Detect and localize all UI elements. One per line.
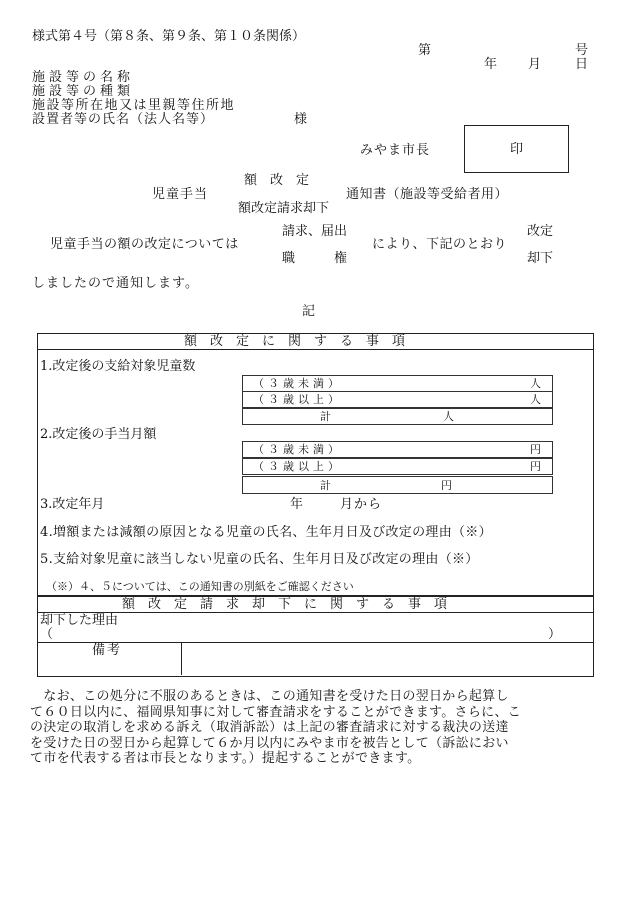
facility-name-label: 施設等の名称 — [32, 70, 135, 85]
amount-row-over3: （３歳以上） 円 — [242, 458, 553, 475]
item3-month: 月から — [340, 497, 383, 512]
item5-label: 5.支給対象児童に該当しない児童の氏名、生年月日及び改定の理由（※） — [40, 552, 479, 567]
section1-header-divider — [37, 349, 593, 350]
title-top: 額 改 定 — [244, 173, 310, 188]
title-bottom: 額改定請求却下 — [238, 201, 330, 216]
amount-row-under3: （３歳未満） 円 — [242, 441, 553, 458]
child-row-over3: （３歳以上） 人 — [242, 391, 553, 408]
section2-header-divider — [37, 612, 593, 613]
remarks-label: 備考 — [92, 643, 123, 658]
title-left: 児童手当 — [152, 187, 209, 202]
date-day: 日 — [575, 57, 589, 72]
appeal-line: の決定の取消しを求める訴え（取消訴訟）は上記の審査請求に対する裁決の送達 — [30, 720, 509, 735]
title-right: 通知書（施設等受給者用） — [346, 187, 509, 202]
date-month: 月 — [528, 57, 542, 72]
appeal-notice — [30, 689, 602, 767]
ki-label: 記 — [302, 304, 316, 319]
sama-label: 様 — [294, 112, 308, 127]
item1-label: 1.改定後の支給対象児童数 — [40, 359, 196, 374]
appeal-line: て市を代表する者は市長となります。）提起することができます。 — [30, 751, 421, 766]
option-ex-officio: 職 権 — [282, 251, 348, 266]
paren-open: （ — [40, 627, 54, 642]
body-middle: により、下記のとおり — [372, 237, 508, 252]
item3-year: 年 — [290, 497, 304, 512]
section2-header: 額 改 定 請 求 却 下 に 関 す る 事 項 — [122, 597, 448, 612]
appeal-line: を受けた日の翌日から起算して６か月以内にみやま市を被告として（訴訟におい — [30, 735, 509, 751]
date-year: 年 — [484, 57, 498, 72]
reject-reason-label: 却下した理由 — [40, 613, 119, 628]
appeal-line: て６０日以内に、福岡県知事に対して審査請求をすることができます。さらに、こ — [30, 704, 522, 720]
body-prefix: 児童手当の額の改定については — [50, 237, 239, 252]
option-revise: 改定 — [527, 224, 554, 239]
facility-address-label: 施設等所在地又は里親等住所地 — [32, 98, 236, 113]
seal-mark: 印 — [510, 142, 524, 157]
facility-type-label: 施設等の種類 — [32, 84, 135, 99]
item2-label: 2.改定後の手当月額 — [40, 427, 157, 442]
seal-box — [464, 125, 569, 173]
child-row-total: 計 人 — [242, 408, 553, 425]
founder-label: 設置者等の氏名（法人名等） — [32, 112, 215, 127]
mayor-label: みやま市長 — [360, 143, 431, 158]
option-reject: 却下 — [527, 251, 554, 266]
remarks-column-divider — [181, 642, 182, 675]
option-request: 請求、届出 — [282, 224, 348, 239]
paren-close: ） — [548, 627, 562, 642]
section1-header: 額 改 定 に 関 す る 事 項 — [184, 334, 406, 349]
item3-label: 3.改定年月 — [40, 497, 105, 512]
amount-row-total: 計 円 — [242, 476, 553, 494]
note-text: （※）４、５については、この通知書の別紙をご確認ください — [46, 580, 354, 593]
number-go: 号 — [575, 43, 589, 58]
form-id: 様式第４号（第８条、第９条、第１０条関係） — [32, 29, 306, 44]
child-row-under3: （３歳未満） 人 — [242, 375, 553, 392]
body-suffix: しましたので通知します。 — [32, 276, 199, 291]
number-dai: 第 — [418, 43, 432, 58]
item4-label: 4.増額または減額の原因となる児童の氏名、生年月日及び改定の理由（※） — [40, 525, 492, 540]
appeal-line: なお、この処分に不服のあるときは、この通知書を受けた日の翌日から起算し — [30, 689, 509, 704]
